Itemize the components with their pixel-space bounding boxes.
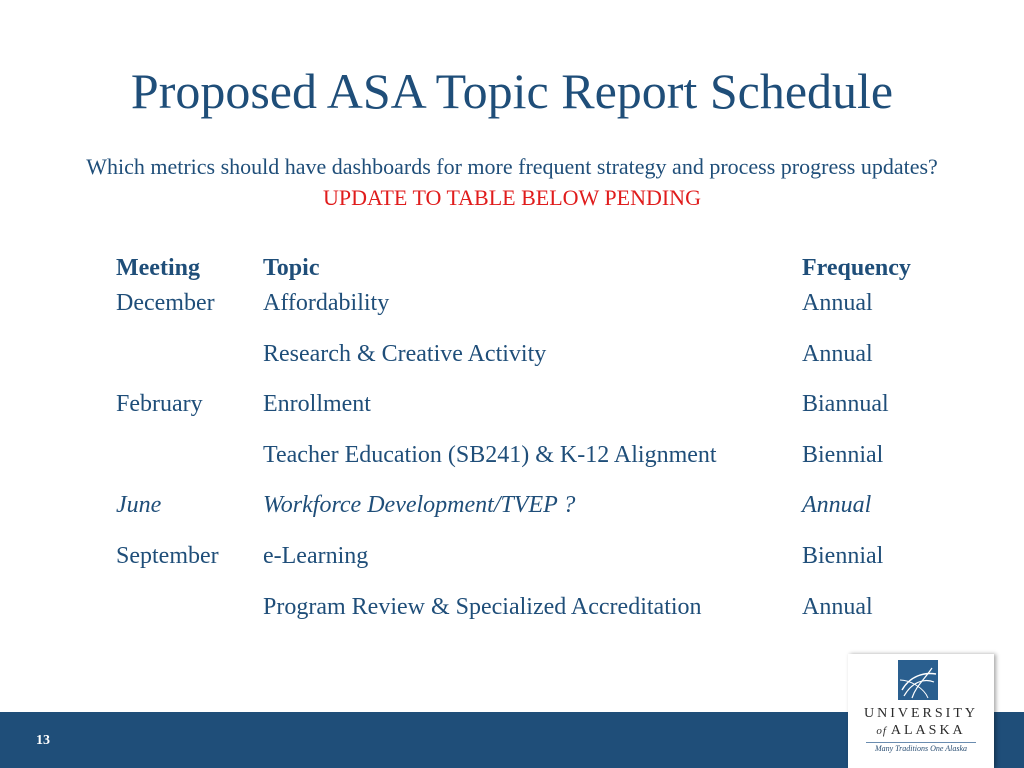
logo-university-text: UNIVERSITY (864, 706, 978, 721)
topic-cell: Research & Creative Activity (263, 340, 547, 367)
topic-cell: e-Learning (263, 542, 369, 569)
logo-alaska-text (848, 723, 994, 739)
topic-cell: Enrollment (263, 391, 371, 418)
logo-of-text: of (876, 725, 887, 737)
topic-cell: Workforce Development/TVEP ? (263, 492, 576, 519)
slide-title: Proposed ASA Topic Report Schedule (130, 63, 894, 119)
table-row (110, 288, 948, 339)
meeting-cell (110, 592, 257, 643)
frequency-cell: Annual (802, 492, 872, 519)
university-of-alaska-logo-icon (898, 660, 938, 700)
frequency-cell: Annual (802, 340, 873, 367)
frequency-cell: Annual (802, 593, 873, 620)
logo-divider (866, 742, 976, 743)
pending-note: UPDATE TO TABLE BELOW PENDING (323, 185, 701, 210)
table-row (110, 490, 948, 541)
topic-cell: Teacher Education (SB241) & K-12 Alignment (263, 441, 717, 468)
meeting-cell: June (116, 492, 162, 519)
meeting-cell: February (116, 391, 203, 418)
schedule-table (110, 248, 948, 642)
table-row (110, 541, 948, 592)
page-number: 13 (36, 733, 50, 748)
meeting-cell (110, 440, 257, 491)
table-row (110, 389, 948, 440)
slide-subtitle (80, 151, 944, 213)
logo-tagline: Many Traditions One Alaska (874, 744, 968, 753)
topic-cell: Affordability (263, 290, 390, 316)
university-logo (848, 654, 994, 768)
meeting-cell: December (116, 290, 215, 316)
table-header-row (110, 248, 948, 288)
frequency-cell: Biennial (802, 542, 884, 569)
frequency-cell: Biannual (802, 391, 889, 418)
header-topic: Topic (263, 254, 320, 281)
header-meeting: Meeting (116, 254, 200, 281)
frequency-cell: Annual (802, 290, 873, 316)
meeting-cell: September (116, 542, 219, 569)
meeting-cell (110, 339, 257, 390)
frequency-cell: Biennial (802, 441, 884, 468)
subtitle-question: Which metrics should have dashboards for more frequent strategy and process progress updates? (86, 154, 938, 179)
topic-cell: Program Review & Specialized Accreditation (263, 593, 702, 620)
header-frequency: Frequency (802, 254, 911, 281)
table-row (110, 440, 948, 491)
table-row (110, 592, 948, 643)
table-row (110, 339, 948, 390)
logo-alaska-word: ALASKA (890, 723, 966, 738)
